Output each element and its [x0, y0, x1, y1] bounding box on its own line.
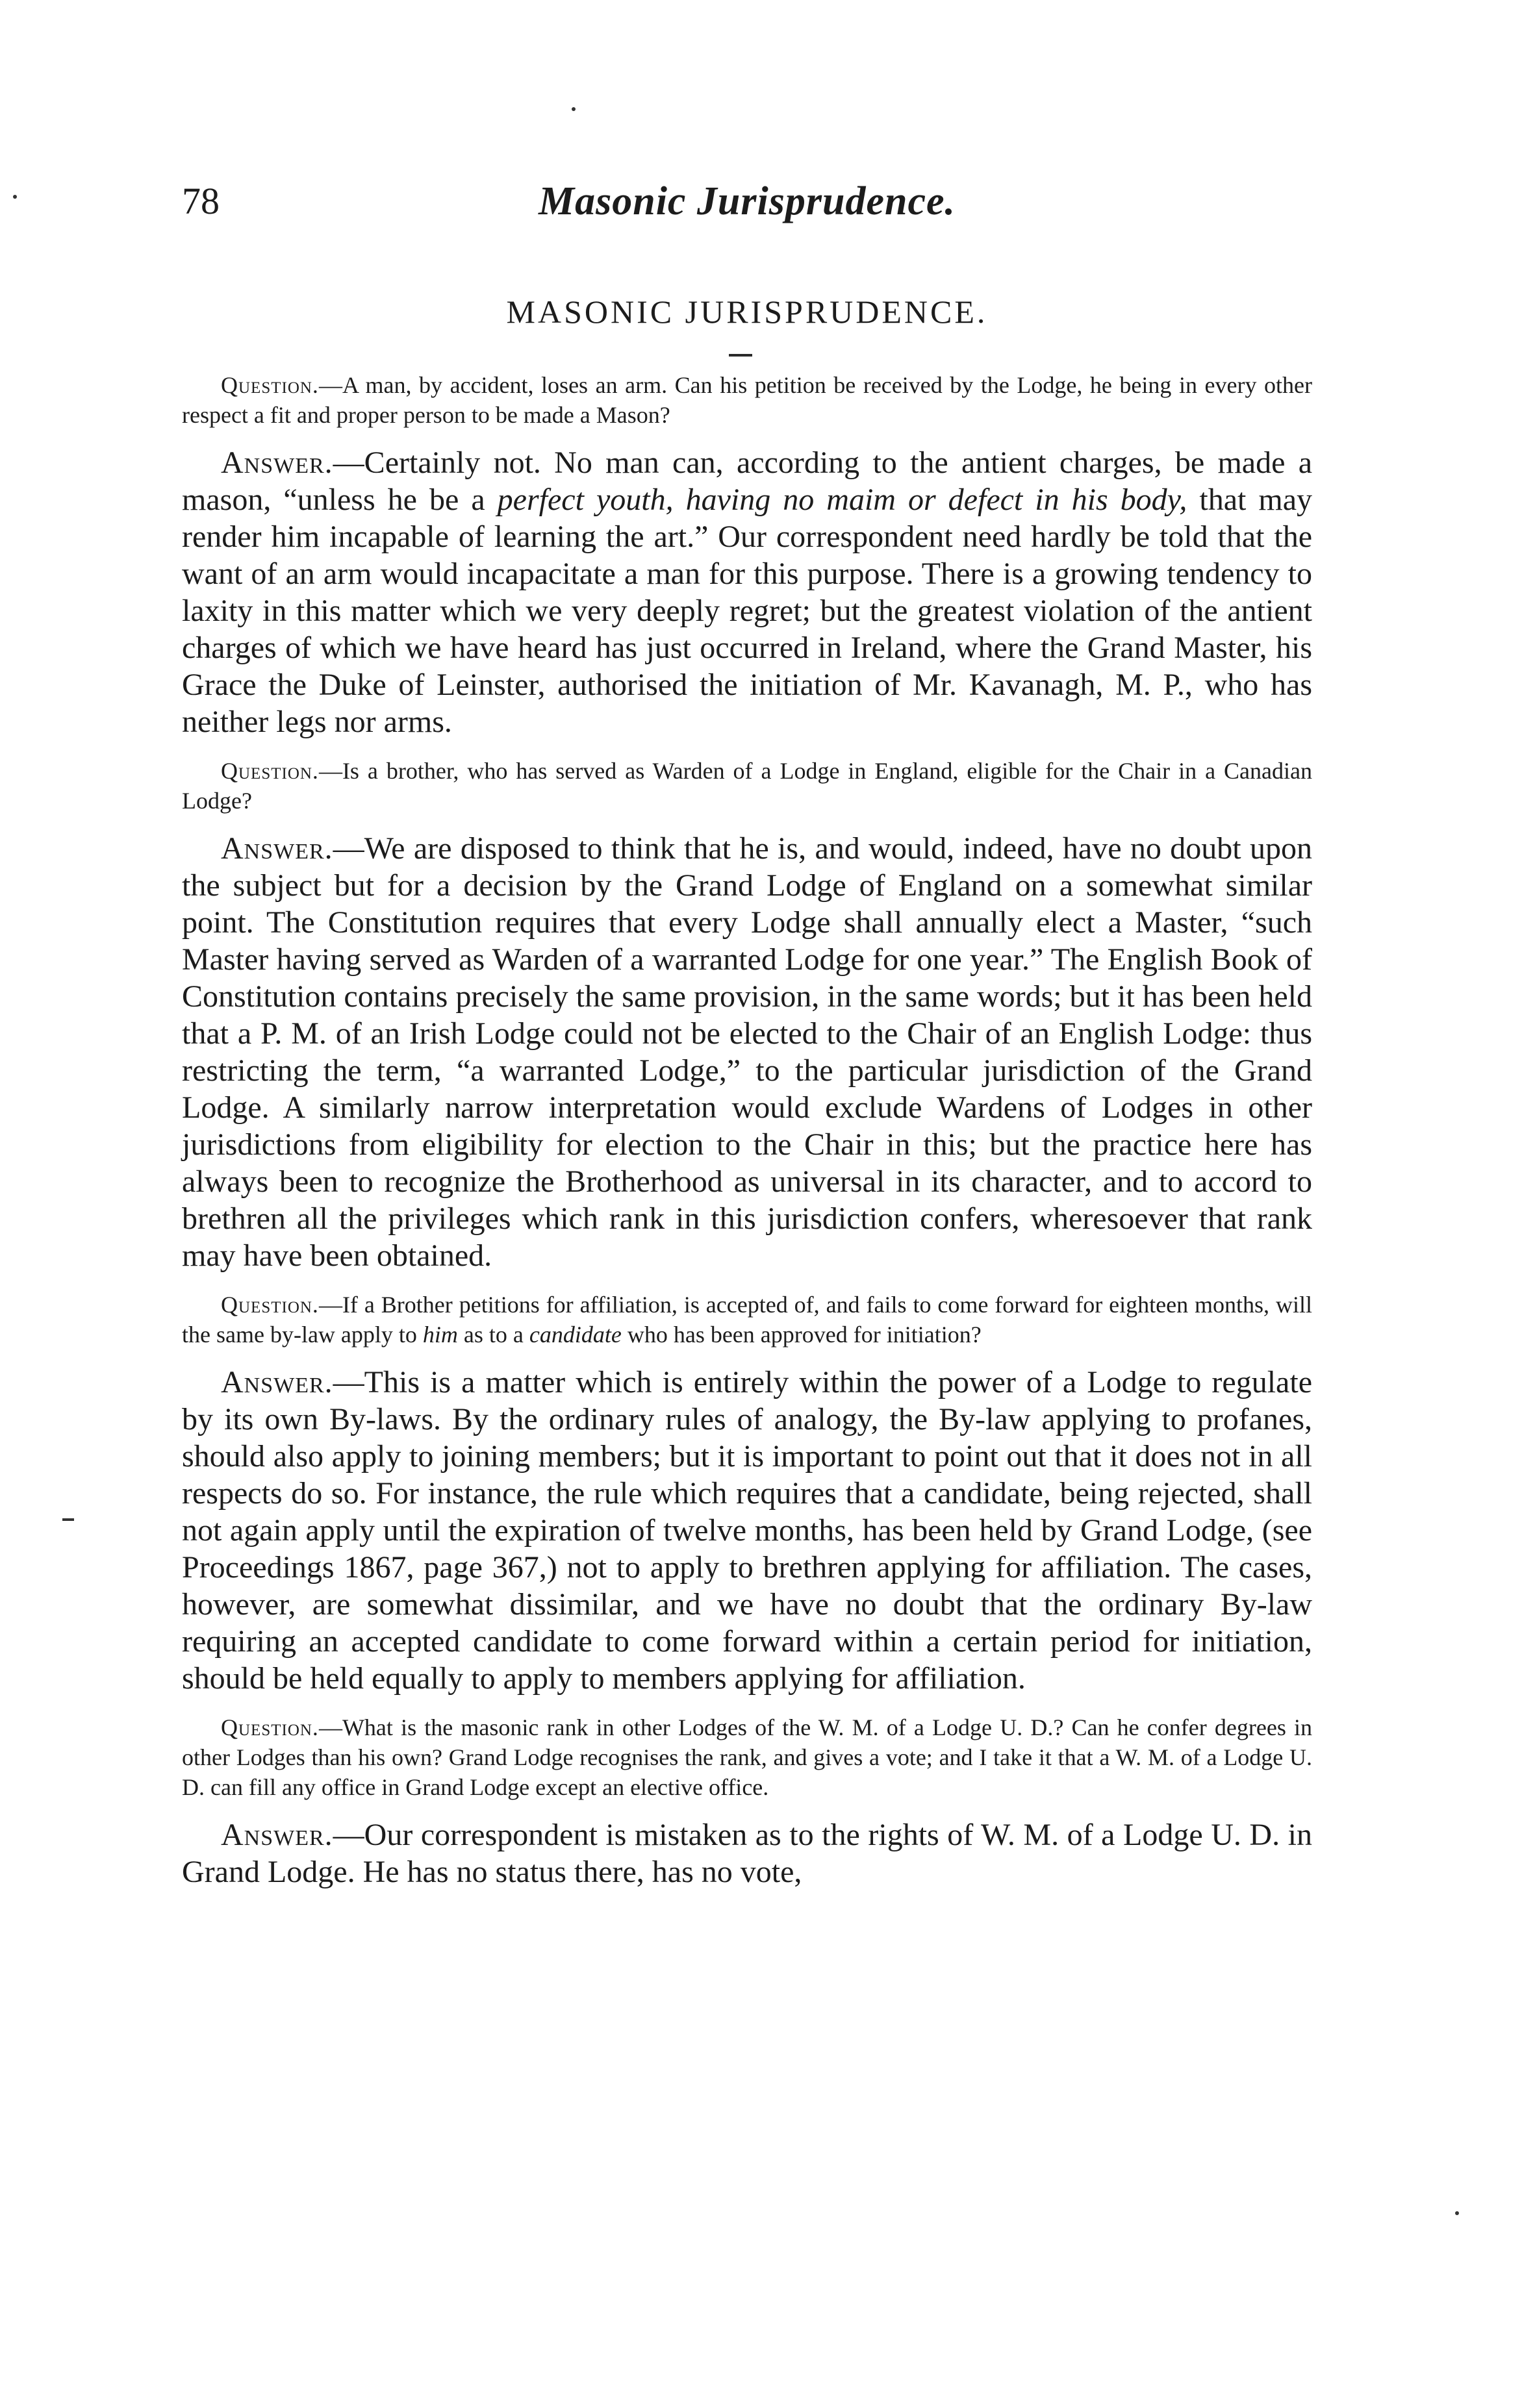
question-emphasis: him — [422, 1322, 458, 1348]
answer-paragraph — [182, 1364, 1312, 1697]
answer-text: that may render him incapable of learning the art.” Our correspondent need hardly be told that the want of an arm would incapacitate a man for this purpose. There is a growing tendency to laxity in this matter which we very deeply regret; but the greatest violation of the antient charges of which we have heard has just occurred in Ireland, where the Grand Master, his Grace the Duke of Leinster, authorised the initiation of Mr. Kavanagh, M. P., who has neither legs nor arms. — [182, 483, 1313, 739]
question-paragraph — [182, 370, 1312, 430]
question-emphasis: candidate — [529, 1322, 622, 1348]
question-paragraph — [182, 1712, 1312, 1802]
article-title: MASONIC JURISPRUDENCE. — [506, 294, 988, 330]
answer-text: —Certainly not. No man can, according to the antient charges, be made a mason, “unless he be a — [182, 445, 1312, 517]
answer-paragraph — [182, 830, 1312, 1274]
answer-label: Answer. — [221, 1818, 333, 1852]
scan-speck — [1455, 2211, 1459, 2215]
answer-paragraph — [182, 1816, 1312, 1890]
question-text: —A man, by accident, loses an arm. Can his petition be received by the Lodge, he being in every other respect a fit and proper person to be made a Mason? — [182, 372, 1312, 428]
article-body — [182, 370, 1312, 1906]
answer-text: —Our correspondent is mistaken as to the rights of W. M. of a Lodge U. D. in Grand Lodge. He has no status there, has no vote, — [182, 1818, 1312, 1889]
answer-label: Answer. — [221, 831, 333, 866]
answer-text: —This is a matter which is entirely within the power of a Lodge to regulate by its own By-laws. By the ordinary rules of analogy, the By-law applying to profanes, should also apply to joining members; but it is important to point out that it does not in all respects do so. For instance, the rule which requires that a candidate, being rejected, shall not again apply until the expiration of twelve months, has been held by Grand Lodge, (see Proceedings 1867, page 367,) not to apply to brethren applying for affiliation. The cases, however, are somewhat dissimilar, and we have no doubt that the ordinary By-law requiring an accepted candidate to come forward within a certain period for initiation, should be held equally to apply to members applying for affiliation. — [182, 1365, 1312, 1696]
question-label: Question. — [221, 372, 319, 398]
question-label: Question. — [221, 1292, 319, 1318]
margin-dash — [62, 1518, 74, 1521]
answer-label: Answer. — [221, 445, 333, 480]
title-rule — [729, 354, 752, 357]
question-paragraph — [182, 1290, 1312, 1349]
question-text: —What is the masonic rank in other Lodges of the W. M. of a Lodge U. D.? Can he confer degrees in other Lodges than his own? Grand Lodge recognises the rank, and gives a vote; and I take it that a W. M. of a Lodge U. D. can fill any office in Grand Lodge except an elective office. — [182, 1714, 1312, 1800]
question-text: as to a — [457, 1322, 529, 1348]
answer-emphasis: perfect youth, having no maim or defect in his body, — [497, 483, 1187, 517]
question-text: —If a Brother petitions for affiliation, is accepted of, and fails to come forward for eighteen months, will the same by-law apply to — [182, 1292, 1312, 1348]
answer-label: Answer. — [221, 1365, 333, 1399]
question-label: Question. — [221, 758, 319, 784]
page-number: 78 — [182, 180, 220, 222]
answer-text: —We are disposed to think that he is, and would, indeed, have no doubt upon the subject but for a decision by the Grand Lodge of England on a somewhat similar point. The Constitution requires that every Lodge shall annually elect a Master, “such Master having served as Warden of a warranted Lodge for one year.” The English Book of Constitution contains precisely the same provision, in the same words; but it has been held that a P. M. of an Irish Lodge could not be elected to the Chair of an English Lodge: thus restricting the term, “a warranted Lodge,” to the particular jurisdiction of the Grand Lodge. A similarly narrow interpretation would exclude Wardens of Lodges in other jurisdictions from eligibility for election to the Chair in this; but the practice here has always been to recognize the Brotherhood as universal in its character, and to accord to brethren all the privileges which rank in this jurisdiction confers, wheresoever that rank may have been obtained. — [182, 831, 1312, 1273]
question-text: —Is a brother, who has served as Warden of a Lodge in England, eligible for the Chair in a Canadian Lodge? — [182, 758, 1312, 814]
answer-paragraph — [182, 444, 1312, 740]
scan-speck — [13, 195, 17, 199]
running-title: Masonic Jurisprudence. — [538, 179, 956, 223]
question-paragraph — [182, 756, 1312, 816]
question-label: Question. — [221, 1714, 319, 1740]
question-text: who has been approved for initiation? — [621, 1322, 982, 1348]
running-head — [182, 175, 1312, 234]
scan-speck — [572, 107, 576, 111]
